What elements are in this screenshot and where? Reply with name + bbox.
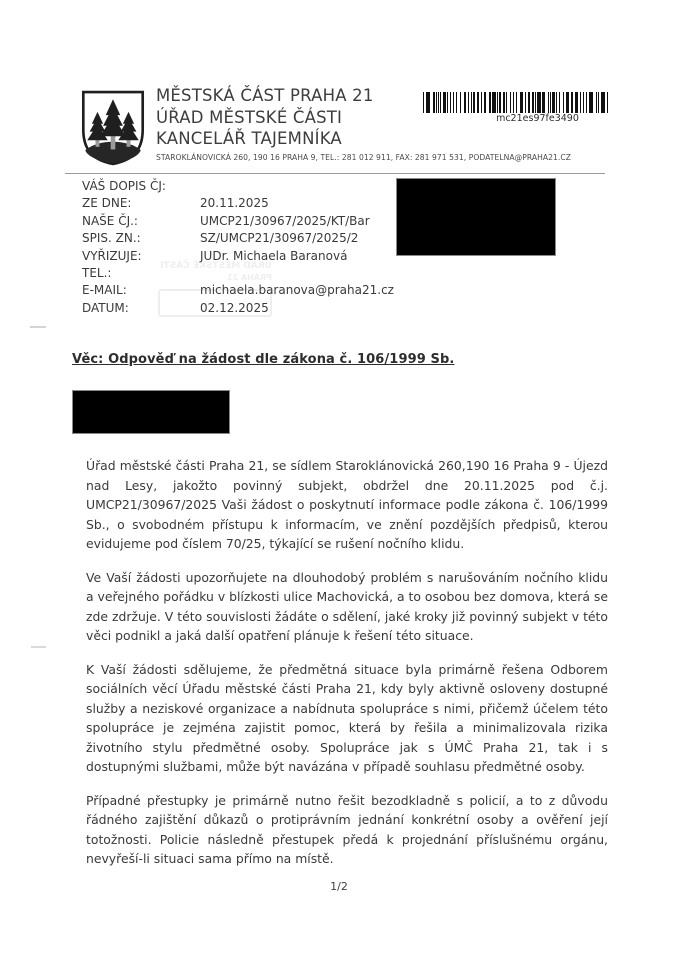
header-divider [65,173,605,174]
meta-label: E-MAIL: [82,283,127,298]
meta-row-spis-zn [82,231,394,248]
stamp-bleedthrough-line2: PRAHA 21 [226,273,272,282]
meta-label: TEL.: [82,265,112,280]
meta-label: VÁŠ DOPIS ČJ: [82,179,166,193]
coat-of-arms-icon [80,89,146,167]
subject-line: Věc: Odpověď na žádost dle zákona č. 106/1999 Sb. [72,352,455,367]
meta-row-vyrizuje [82,249,394,266]
meta-label: ZE DNE: [82,196,132,211]
meta-row-email [82,283,394,300]
body-paragraph-3: K Vaší žádosti sdělujeme, že předmětná situace byla primárně řešena Odborem sociálních věcí Úřadu městské části Praha 21, kdy byly aktivně osloveny dostupné služby a neziskové organizace a nabídnuta spolupráce s nimi, přičemž účelem této spolupráce je zejména zajistit pomoc, která by řešila a minimalizovala rizika životního stylu předmětné osoby. Spolupráce jak s ÚMČ Praha 21, tak i s dostupnými službami, může být navázána v případě souhlasu předmětné osoby. [86,661,608,774]
fold-mark-top [30,326,46,328]
body-paragraph-2: Ve Vaší žádosti upozorňujete na dlouhodobý problém s narušováním nočního klidu a veřejného pořádku v blízkosti ulice Machovická, a to osobou bez domova, která se zde zdržuje. V této souvislosti žádáte o sdělení, jaké kroky již povinný subjekt v této věci podnikl a jaká další opatření plánuje k řešení této situace. [86,569,608,643]
body-paragraph-4: Případné přestupky je primárně nutno řešit bezodkladně s policií, a to z důvodu řádného zajištění důkazů o protiprávním jednání konkrétní osoby a ověření její totožnosti. Policie následně přestupek předá k projednání příslušnému orgánu, nevyřeší-li situaci sama přímo na místě. [86,792,608,866]
meta-value: UMCP21/30967/2025/KT/Bar [200,213,370,228]
meta-value: SZ/UMCP21/30967/2025/2 [200,231,359,246]
stamp-bleedthrough-line1: ÚŘAD MĚSTSKÉ ČÁSTI [160,261,272,271]
meta-label: VYŘIZUJE: [82,248,142,263]
barcode [423,92,612,124]
fold-mark-bottom [31,646,46,648]
barcode-icon [423,92,612,113]
meta-row-tel [82,266,394,283]
org-name-line3: KANCELÁŘ TAJEMNÍKA [156,129,342,148]
meta-value: michaela.baranova@praha21.cz [200,283,394,298]
meta-row-vas-dopis [82,179,394,196]
meta-label: NAŠE ČJ.: [82,213,138,228]
meta-row-ze-dne [82,196,394,213]
org-name-line1: MĚSTSKÁ ČÁST PRAHA 21 [156,86,374,105]
meta-label: DATUM: [82,300,129,315]
meta-value: JUDr. Michaela Baranová [200,248,348,263]
meta-row-nase-cj [82,214,394,231]
meta-label: SPIS. ZN.: [82,231,141,246]
barcode-label: mc21es97fe3490 [496,113,579,124]
page-number: 1/2 [330,880,348,893]
meta-value: 20.11.2025 [200,196,269,211]
org-name-line2: ÚŘAD MĚSTSKÉ ČÁSTI [156,107,343,127]
redaction-box-salutation [72,390,230,434]
meta-row-datum [82,301,394,318]
body-paragraph-1: Úřad městské části Praha 21, se sídlem Staroklánovická 260,190 16 Praha 9 - Újezd nad Lesy, jakožto povinný subjekt, obdržel dne 20.11.2025 pod č.j. UMCP21/30967/2025 Vaši žádost o poskytnutí informace podle zákona č. 106/1999 Sb., o svobodném přístupu k informacím, ve znění pozdějších předpisů, kterou evidujeme pod číslem 70/25, týkající se rušení nočního klidu. [86,458,608,551]
org-address-line: STAROKLÁNOVICKÁ 260, 190 16 PRAHA 9, TEL.: 281 012 911, FAX: 281 971 531, PODATELNA@PRAHA21.CZ [156,152,571,162]
redaction-box-addressee [396,178,556,256]
reference-metadata [82,179,394,318]
letter-body [86,456,608,883]
meta-value: 02.12.2025 [200,300,269,315]
